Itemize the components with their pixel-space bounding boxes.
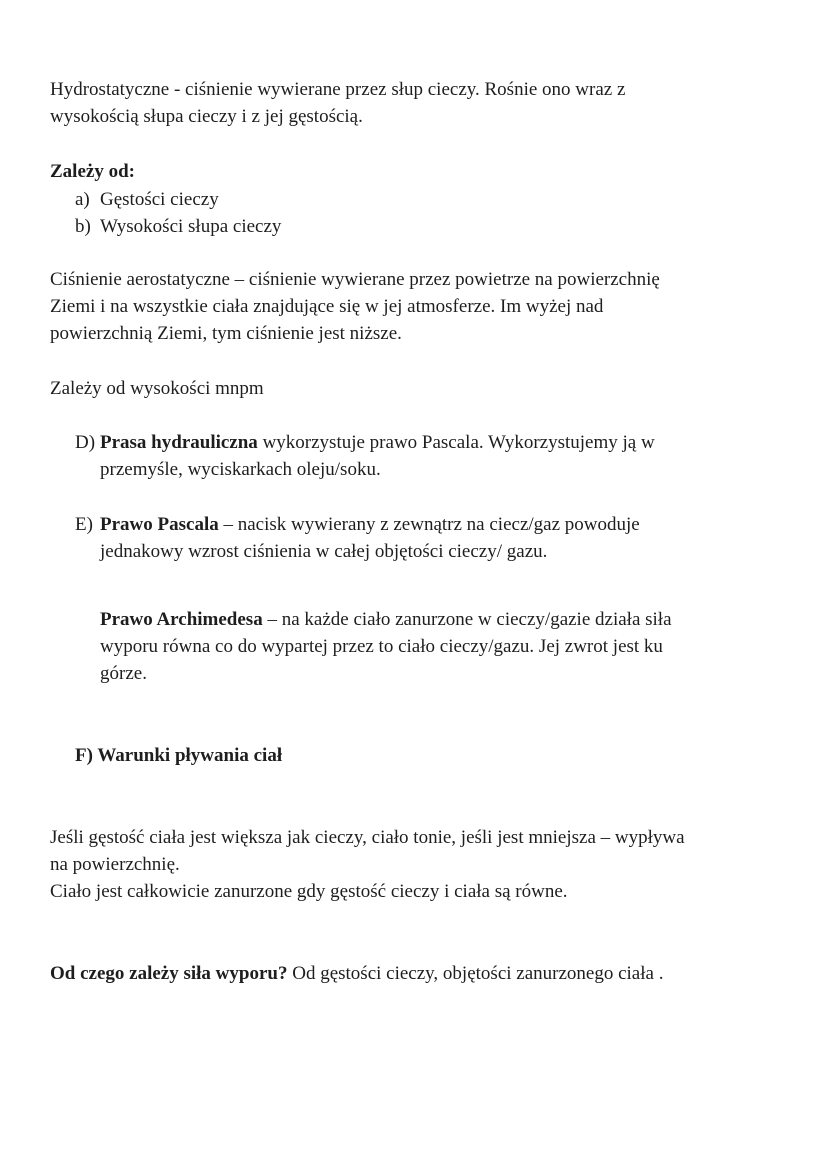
archimedes-line-1 [100,606,800,633]
buoyancy-line [50,960,790,987]
density-line-3: Ciało jest całkowicie zanurzone gdy gęstość cieczy i ciała są równe. [50,881,568,902]
archimedes-term: Prawo Archimedesa [100,609,263,630]
depends-heading-text: Zależy od: [50,161,135,182]
pascal-law-item [75,511,795,565]
pascal-law-line-1 [75,511,795,538]
floating-heading-text: F) Warunki pływania ciał [75,745,283,766]
floating-conditions-heading [75,742,795,769]
archimedes-law-paragraph [100,606,800,687]
list-item-text: Wysokości słupa cieczy [100,216,282,237]
list-item [75,213,281,240]
list-item [75,186,281,213]
hydrostatic-line-1: Hydrostatyczne - ciśnienie wywierane przez słup cieczy. Rośnie ono wraz z [50,79,626,100]
buoyancy-answer: Od gęstości cieczy, objętości zanurzonego ciała . [287,963,664,984]
hydraulic-press-text: wykorzystuje prawo Pascala. Wykorzystujemy ją w [257,432,655,453]
list-item-text: Gęstości cieczy [100,189,219,210]
hydraulic-press-line-1 [75,429,795,456]
hydraulic-press-term: Prasa hydrauliczna [100,432,258,453]
density-line-2: na powierzchnię. [50,854,180,875]
aerostatic-paragraph [50,266,790,347]
aerostatic-depends [50,375,790,402]
density-paragraph [50,824,790,905]
hydrostatic-line-2: wysokością słupa cieczy i z jej gęstością. [50,106,363,127]
archimedes-line-3: górze. [100,663,147,684]
archimedes-line-2: wyporu równa co do wypartej przez to ciało cieczy/gazu. Jej zwrot jest ku [100,636,663,657]
buoyancy-question: Od czego zależy siła wyporu? [50,963,288,984]
pascal-law-text: – nacisk wywierany z zewnątrz na ciecz/gaz powoduje [218,514,640,535]
list-marker: b) [75,216,91,237]
pascal-law-term: Prawo Pascala [100,514,219,535]
list-marker: E) [75,514,93,535]
aerostatic-line-1: Ciśnienie aerostatyczne – ciśnienie wywierane przez powietrze na powierzchnię [50,269,660,290]
aerostatic-depends-text: Zależy od wysokości mnpm [50,378,264,399]
buoyancy-question-paragraph [50,960,790,987]
archimedes-text: – na każde ciało zanurzone w cieczy/gazie działa siła [262,609,672,630]
depends-heading [50,158,790,185]
depends-list [75,186,281,240]
aerostatic-line-2: Ziemi i na wszystkie ciała znajdujące się w jej atmosferze. Im wyżej nad [50,296,604,317]
pascal-law-line-2: jednakowy wzrost ciśnienia w całej objętości cieczy/ gazu. [100,541,548,562]
density-line-1: Jeśli gęstość ciała jest większa jak cieczy, ciało tonie, jeśli jest mniejsza – wypływa [50,827,685,848]
hydraulic-press-line-2: przemyśle, wyciskarkach oleju/soku. [100,459,381,480]
list-marker: a) [75,189,90,210]
aerostatic-line-3: powierzchnią Ziemi, tym ciśnienie jest niższe. [50,323,402,344]
hydraulic-press-item [75,429,795,483]
list-marker: D) [75,432,96,453]
hydrostatic-paragraph [50,76,790,130]
